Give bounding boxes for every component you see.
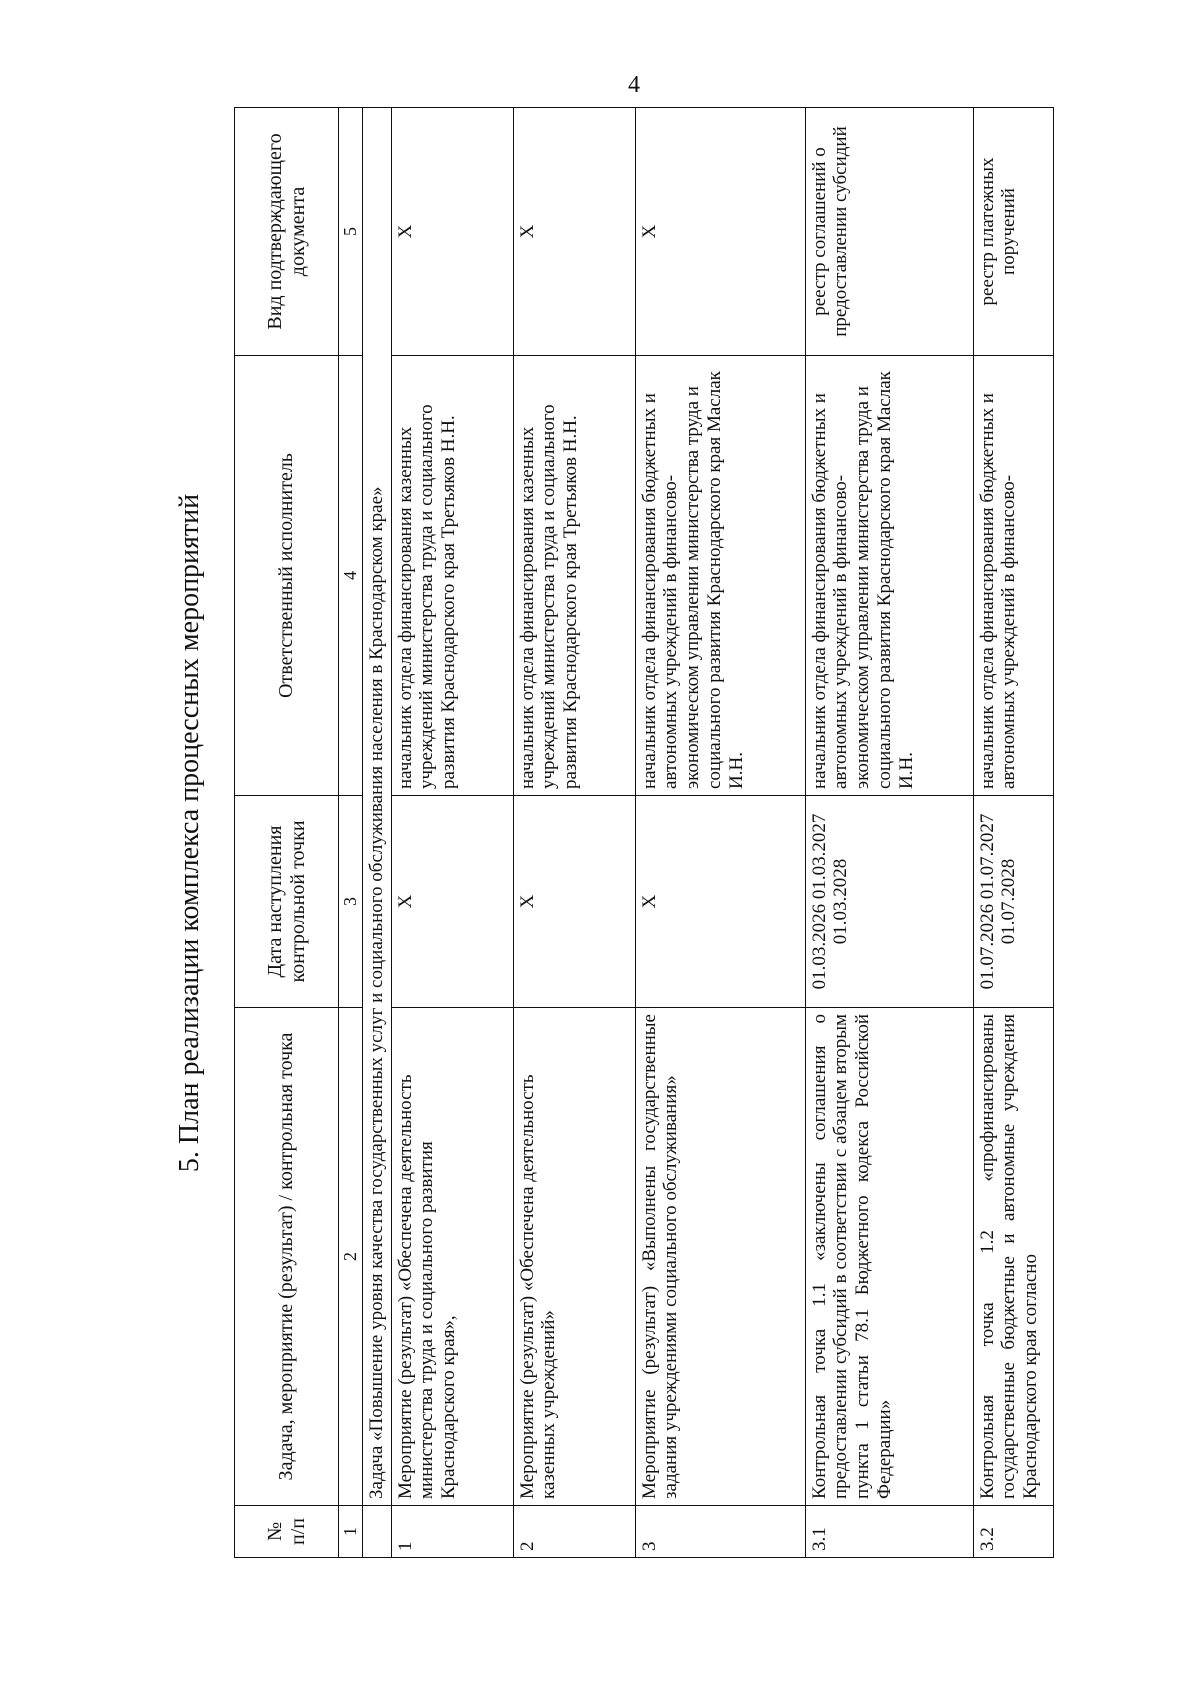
header-task: Задача, мероприятие (результат) / контрольная точка <box>235 1008 339 1506</box>
page-number: 4 <box>628 72 640 98</box>
row-name: Мероприятие (результат) «Выполнены государственные задания учреждениями социального обслуживания» <box>635 1008 805 1506</box>
row-num: 3.1 <box>805 1506 973 1558</box>
row-document: реестр соглашений о предоставлении субсидий <box>805 108 973 356</box>
row-date: Х <box>513 796 635 1008</box>
row-name: Мероприятие (результат) «Обеспечена деятельность казенных учреждений» <box>513 1008 635 1506</box>
column-number: 3 <box>339 796 363 1008</box>
row-num: 2 <box>513 1506 635 1558</box>
header-executor: Ответственный исполнитель <box>235 356 339 796</box>
row-document: Х <box>635 108 805 356</box>
plan-table <box>234 107 1054 1558</box>
row-name: Контрольная точка 1.2 «профинансированы государственные бюджетные и автономные учреждения Краснодарского края согласно <box>973 1008 1053 1506</box>
header-row <box>235 108 339 1558</box>
row-document: Х <box>513 108 635 356</box>
row-executor: начальник отдела финансирования бюджетных и автономных учреждений в финансово-экономическом управлении министерства труда и социального развития Краснодарского края Маслак И.Н. <box>635 356 805 796</box>
task-empty-cell <box>362 1506 391 1558</box>
table-row <box>973 108 1053 1558</box>
row-executor: начальник отдела финансирования казенных учреждений министерства труда и социального развития Краснодарского края Третьяков Н.Н. <box>513 356 635 796</box>
document-title: 5. План реализации комплекса процессных мероприятий <box>174 493 205 1173</box>
row-name: Мероприятие (результат) «Обеспечена деятельность министерства труда и социального развития Краснодарского края», <box>391 1008 513 1506</box>
row-executor: начальник отдела финансирования бюджетных и автономных учреждений в финансово- <box>973 356 1053 796</box>
column-number-row <box>339 108 363 1558</box>
header-document: Вид подтверждающего документа <box>235 108 339 356</box>
header-num: № п/п <box>235 1506 339 1558</box>
rotated-page-content <box>174 108 1104 1558</box>
table-row <box>391 108 513 1558</box>
row-document: Х <box>391 108 513 356</box>
task-row <box>362 108 391 1558</box>
row-num: 3.2 <box>973 1506 1053 1558</box>
column-number: 2 <box>339 1008 363 1506</box>
row-date: Х <box>391 796 513 1008</box>
row-executor: начальник отдела финансирования казенных учреждений министерства труда и социального развития Краснодарского края Третьяков Н.Н. <box>391 356 513 796</box>
column-number: 5 <box>339 108 363 356</box>
row-name: Контрольная точка 1.1 «заключены соглашения о предоставлении субсидий в соответствии с абзацем вторым пункта 1 статьи 78.1 Бюджетного кодекса Российской Федерации» <box>805 1008 973 1506</box>
header-date: Дата наступления контрольной точки <box>235 796 339 1008</box>
row-date: 01.07.2026 01.07.2027 01.07.2028 <box>973 796 1053 1008</box>
table-row <box>805 108 973 1558</box>
row-date: Х <box>635 796 805 1008</box>
column-number: 1 <box>339 1506 363 1558</box>
row-document: реестр платежных поручений <box>973 108 1053 356</box>
row-num: 3 <box>635 1506 805 1558</box>
table-row <box>635 108 805 1558</box>
row-executor: начальник отдела финансирования бюджетных и автономных учреждений в финансово-экономическом управлении министерства труда и социального развития Краснодарского края Маслак И.Н. <box>805 356 973 796</box>
table-row <box>513 108 635 1558</box>
task-text: Задача «Повышение уровня качества государственных услуг и социального обслуживания населения в Краснодарском крае» <box>362 108 391 1506</box>
row-date: 01.03.2026 01.03.2027 01.03.2028 <box>805 796 973 1008</box>
row-num: 1 <box>391 1506 513 1558</box>
column-number: 4 <box>339 356 363 796</box>
